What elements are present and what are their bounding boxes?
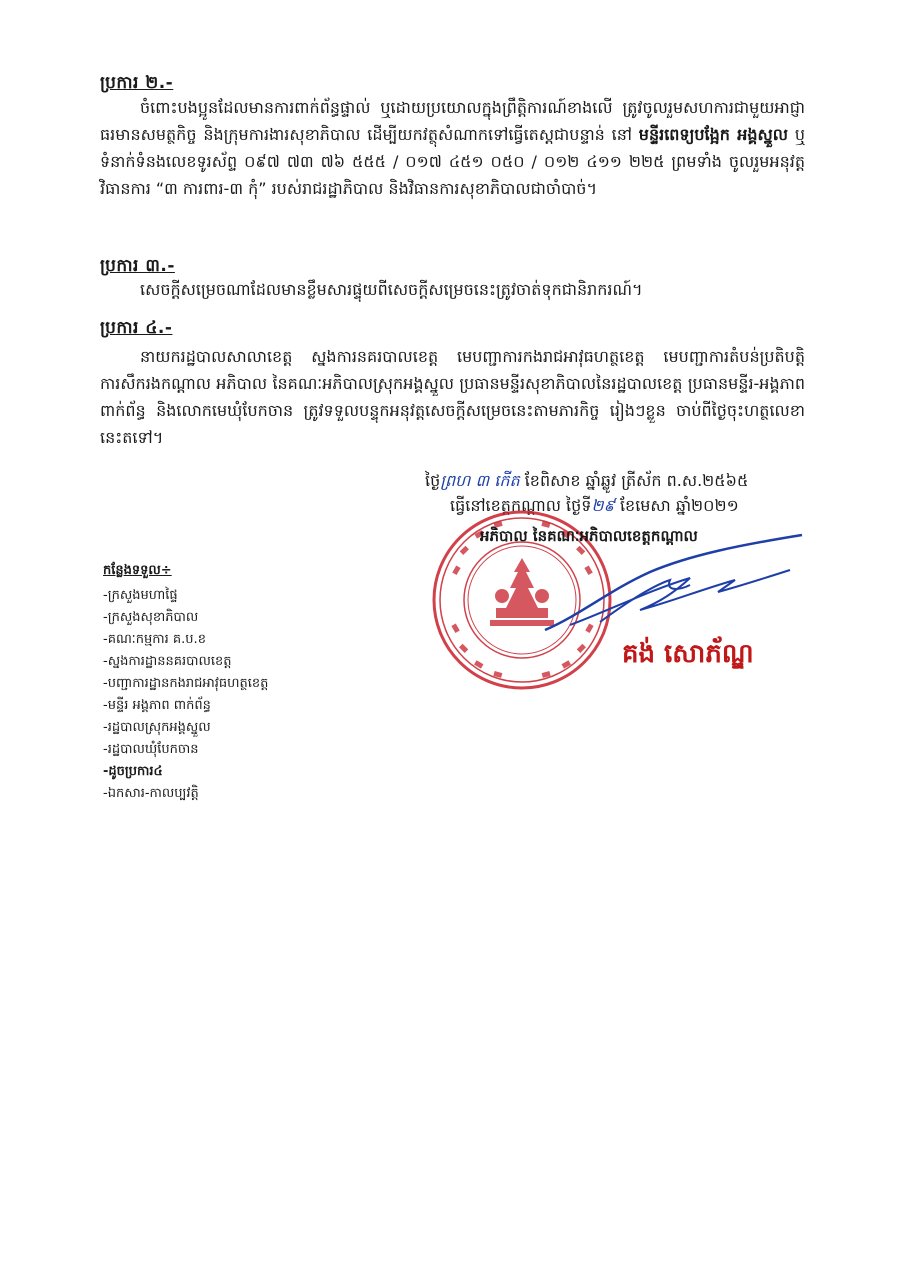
article-3-heading: ប្រការ ៣.- (100, 256, 175, 276)
article-4-text-body: នាយករដ្ឋបាលសាលាខេត្ត ស្នងការនគរបាលខេត្ត មេបញ្ជាការកងរាជអាវុធហត្ថខេត្ត មេបញ្ជាការតំបន់ប្រតិបត្តិការសឹករងកណ្តាល អភិបាល នៃគណៈអភិបាលស្រុកអង្គស្នួល ប្រធានមន្ទីរសុខាភិបាលនៃរដ្ឋបាលខេត្ត ប្រធានមន្ទីរ-អង្គភាពពាក់ព័ន្ធ និងលោកមេឃុំបែកចាន ត្រូវទទួលបន្ទុកអនុវត្តសេចក្តីសម្រេចនេះតាមភារកិច្ច រៀងៗខ្លួន ចាប់ពីថ្ងៃចុះហត្ថលេខានេះតទៅ។ (100, 347, 805, 447)
lunar-date-prefix: ថ្ងៃ (425, 471, 441, 490)
article-4-text (100, 343, 805, 451)
recipient-item: -ក្រសួងមហាផ្ទៃ (103, 588, 178, 603)
article-2-hospital-name: មន្ទីរពេទ្យបង្អែក អង្គស្នួល (638, 125, 788, 144)
article-2-text (100, 94, 805, 202)
signer-name: គង់ សោភ័ណ្ឌ (622, 639, 754, 669)
recipient-item: -ស្នងការដ្ឋាននគរបាលខេត្ត (103, 654, 232, 669)
recipient-item: -គណៈកម្មការ គ.ប.ខ (103, 632, 206, 647)
lunar-date-line (425, 470, 748, 494)
lunar-date-suffix: ខែពិសាខ ឆ្នាំឆ្លូវ ត្រីស័ក ព.ស.២៥៦៥ (524, 471, 749, 490)
article-3-text-body: សេចក្តីសម្រេចណាដែលមានខ្លឹមសារផ្ទុយពីសេចក្តីសម្រេចនេះត្រូវចាត់ទុកជានិរាករណ៍។ (140, 280, 643, 299)
day-handwritten: ២៩ (591, 496, 615, 515)
signature-icon (540, 530, 810, 640)
recipient-item: -រដ្ឋបាលស្រុកអង្គស្នួល (103, 720, 211, 735)
article-2-heading: ប្រការ ២.- (100, 73, 174, 93)
recipient-item: -ក្រសួងសុខាភិបាល (103, 610, 199, 625)
article-2-text-part1: ចំពោះបងប្អូនដែលមានការពាក់ព័ន្ធផ្ទាល់ ឬដោយប្រយោលក្នុងព្រឹត្តិការណ៍ខាងលើ ត្រូវចូលរួមសហការជាមួយអាជ្ញាធរមានសមត្ថកិច្ច និងក្រុមការងារសុខាភិបាល ដើម្បីយកវត្ថុសំណាកទៅធ្វើតេស្តជាបន្ទាន់ នៅ (100, 98, 805, 144)
recipient-item: -មន្ទីរ អង្គភាព ពាក់ព័ន្ធ (103, 698, 211, 713)
recipients-title: កន្លែងទទួល÷ (103, 563, 172, 578)
recipient-item-archive: -ឯកសារ-កាលប្បវត្តិ (103, 786, 199, 801)
recipient-item: -បញ្ជាការដ្ឋានកងរាជអាវុធហត្ថខេត្ត (103, 676, 269, 691)
signatory-title: អភិបាល នៃគណៈអភិបាលខេត្តកណ្តាល (480, 527, 698, 545)
article-4-heading: ប្រការ ៤.- (100, 318, 173, 338)
place-date-prefix: ធ្វើនៅខេត្តកណ្តាល ថ្ងៃទី (450, 496, 592, 515)
place-date-suffix: ខែមេសា ឆ្នាំ២០២១ (619, 496, 739, 515)
article-3-text (100, 276, 805, 303)
recipient-item: -រដ្ឋបាលឃុំបែកចាន (103, 742, 199, 757)
recipients-list (103, 562, 268, 805)
lunar-date-handwritten: ព្រហ ៣ កើត (440, 471, 520, 490)
recipient-item-article4: -ដូចប្រការ៤ (103, 764, 163, 779)
article-2-text-part2: ឬទំនាក់ទំនងលេខទូរស័ព្ទ ០៩៧ ៧៣ ៧៦ ៥៥៥ / ០១៧ ៤៥១ ០៥០ / ០១២ ៤១១ ២២៥ ព្រមទាំង ចូលរួមអនុវត្តវិធានការ “៣ ការពារ-៣ កុំ” របស់រាជរដ្ឋាភិបាល និងវិធានការសុខាភិបាលជាចាំបាច់។ (100, 125, 805, 198)
